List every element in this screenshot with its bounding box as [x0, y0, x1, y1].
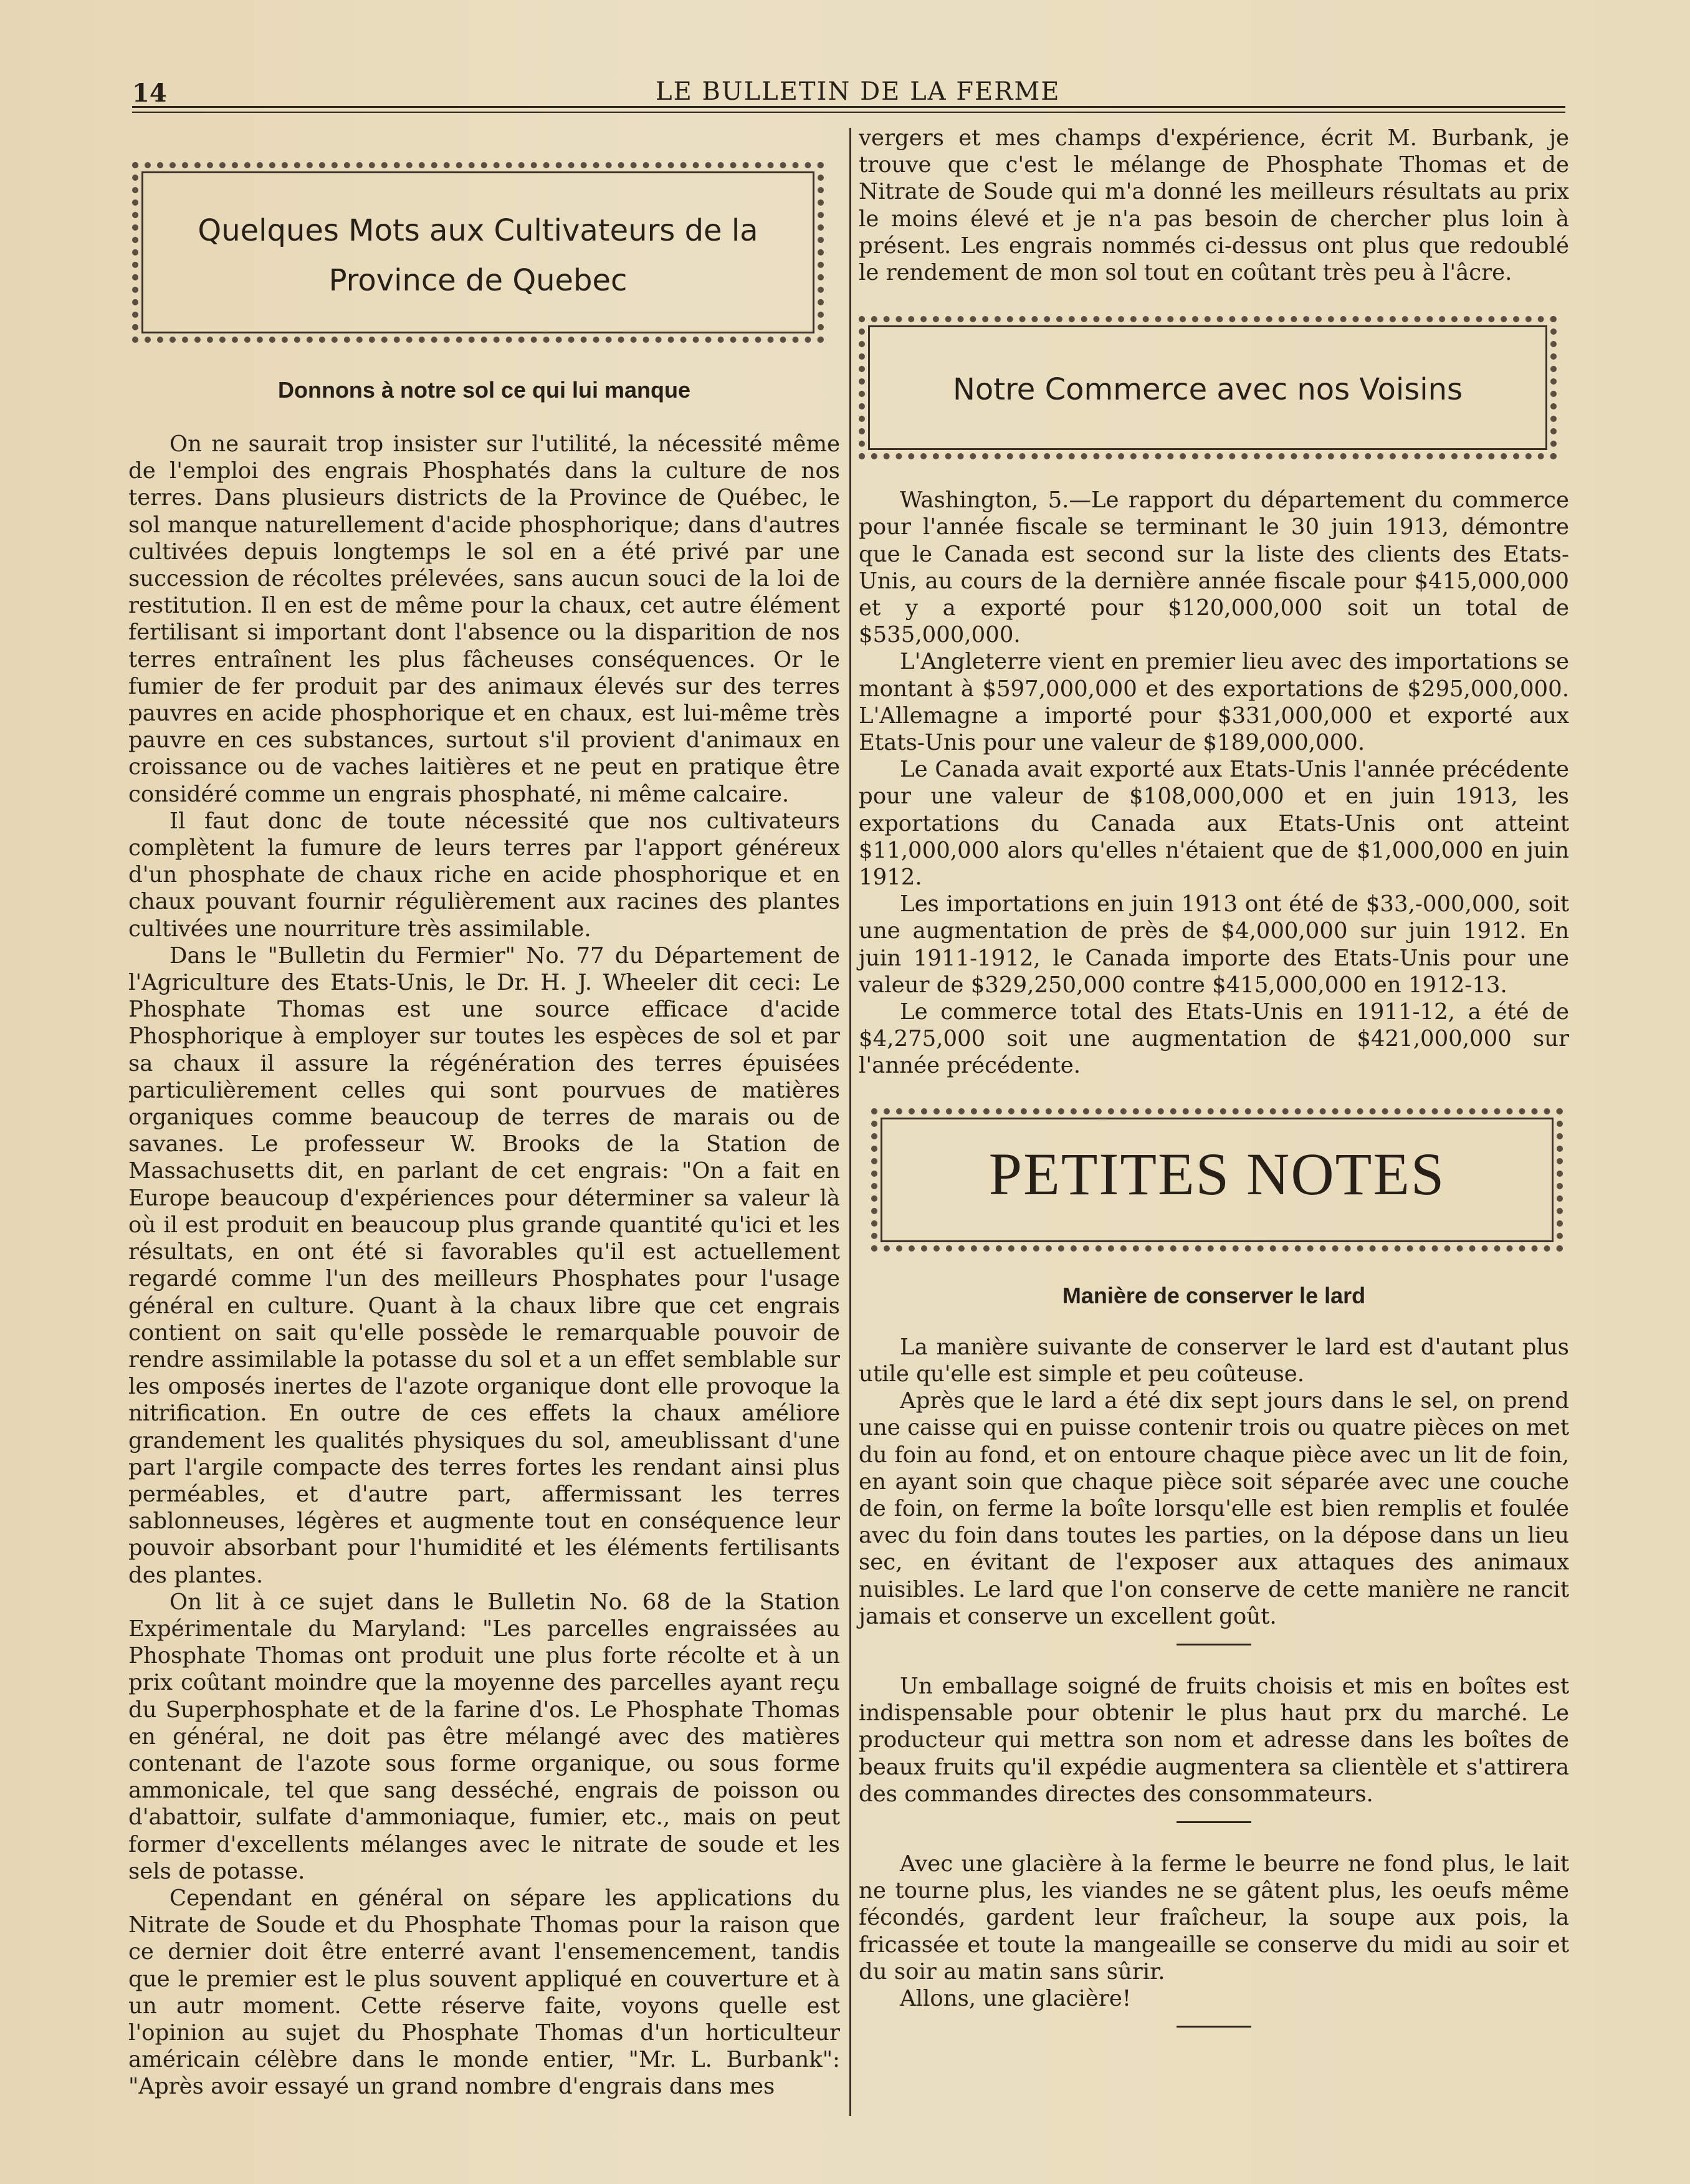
article-paragraph: Cependant en général on sépare les applications du Nitrate de Soude et du Phosphate Thomas pour la raison que ce dernier doit être enterré avant l'ensemencement, tandis que le premier est le plus souvent appliqué en couverture et à un autr moment. Cette réserve faite, voyons quelle est l'opinion au sujet du Phosphate Thomas d'un horticulteur américain célèbre dans le monde entier, "Mr. L. Burbank": "Après avoir essayé un grand nombre d'engrais dans mes [128, 1885, 840, 2100]
article-subheading: Donnons à notre sol ce qui lui manque [277, 377, 691, 403]
article-paragraph: Il faut donc de toute nécessité que nos cultivateurs complètent la fumure de leurs terres par l'apport généreux d'un phosphate de chaux riche en acide phosphorique et en chaux pouvant fournir régulièrement aux racines des plantes cultivées une nourriture très assimilable. [128, 808, 840, 942]
page-number: 14 [132, 79, 167, 108]
section-title-line-2: Province de Quebec [328, 263, 628, 298]
commerce-paragraph: Washington, 5.—Le rapport du département du commerce pour l'année fiscale se terminant le 30 juin 1913, démontre que le Canada est second sur la liste des clients des Etats-Unis, au cours de la dernière année fiscale pour $415,000,000 et y a exporté pour $120,000,000 soit un total de $535,000,000. [859, 487, 1569, 648]
petites-notes-title: PETITES NOTES [988, 1140, 1446, 1207]
header-rule [132, 106, 1565, 113]
article-paragraph: Dans le "Bulletin du Fermier" No. 77 du Département de l'Agriculture des Etats-Unis, le Dr. H. J. Wheeler dit ceci: Le Phosphate Thomas est une source efficace d'acide Phosphorique à employer sur toutes les espèces de sol et par sa chaux il assure la régénération des terres épuisées particulièrement celles qui sont pourvues de matières organiques comme beaucoup de terres de marais ou de savanes. Le professeur W. Brooks de la Station de Massachusetts dit, en parlant de cet engrais: "On a fait en Europe beaucoup d'expériences pour déterminer sa valeur là où il est produit en beaucoup plus grande quantité qu'ici et les résultats, en ont été si favorables qu'il est actuellement regardé comme l'un des meilleurs Phosphates pour l'usage général en culture. Quant à la chaux libre que cet engrais contient on sait qu'elle possède le remarquable pouvoir de rendre assimilable la potasse du sol et a un effet semblable sur les omposés inertes de l'azote organique dont elle provoque la nitrification. En outre de ces effets la chaux améliore grandement les qualités physiques du sol, ameublissant d'une part l'argile compacte des terres fortes les rendant ainsi plus perméables, et d'autre part, affermissant les terres sablonneuses, légères et augmente tout en conséquence leur pouvoir absorbant pour l'humidité et les éléments fertilisants des plantes. [128, 942, 840, 1588]
commerce-paragraph: Les importations en juin 1913 ont été de $33,-000,000, soit une augmentation de près de $4,000,000 sur juin 1912. En juin 1911-1912, le Canada importe des Etats-Unis pour une valeur de $329,250,000 contre $415,000,000 en 1912-13. [859, 891, 1569, 998]
article-continuation: vergers et mes champs d'expérience, écrit M. Burbank, je trouve que c'est le mélange de Phosphate Thomas et de Nitrate de Soude qui m'a donné les meilleurs résultats au prix le moins élevé et je n'a pas besoin de chercher plus loin à présent. Les engrais nommés ci-dessus ont plus que redoublé le rendement de mon sol tout en coûtant très peu à l'âcre. [859, 125, 1569, 286]
commerce-paragraph: L'Angleterre vient en premier lieu avec des importations se montant à $597,000,000 et des exportations de $295,000,000. L'Allemagne a importé pour $331,000,000 et exporté aux Etats-Unis pour une valeur de $189,000,000. [859, 649, 1569, 756]
article-paragraph: On lit à ce sujet dans le Bulletin No. 68 de la Station Expérimentale du Maryland: "Les parcelles engraissées au Phosphate Thomas ont produit une plus forte récolte et à un prix coûtant moindre que la moyenne des parcelles ayant reçu du Superphosphate et de la farine d'os. Le Phosphate Thomas en général, ne doit pas être mélangé avec des matières contenant de l'azote sous forme organique, ou sous forme ammonicale, tel que sang desséché, engrais de poisson ou d'abattoir, sulfate d'ammoniaque, fumier, etc., mais on peut former d'excellents mélanges avec le nitrate de soude et les sels de potasse. [128, 1589, 840, 1884]
lard-paragraph: Après que le lard a été dix sept jours dans le sel, on prend une caisse qui en puisse contenir trois ou quatre pièces on met du foin au fond, et on entoure chaque pièce avec un lit de foin, en ayant soin que chaque pièce soit séparée avec une couche de foin, on ferme la boîte lorsqu'elle est bien remplis et foulée avec du foin dans toutes les parties, on la dépose dans un lieu sec, en évitant de l'exposer aux attaques des animaux nuisibles. Le lard que l'on conserve de cette manière ne rancit jamais et conserve un excellent goût. [859, 1388, 1569, 1629]
petites-notes-box [871, 1108, 1563, 1252]
commerce-paragraph: Le commerce total des Etats-Unis en 1911-12, a été de $4,275,000 soit une augmentation de $421,000,000 sur l'année précédente. [859, 999, 1569, 1079]
lard-paragraph: La manière suivante de conserver le lard est d'autant plus utile qu'elle est simple et peu coûteuse. [859, 1334, 1569, 1387]
left-column [128, 125, 840, 2100]
right-column [859, 125, 1569, 2028]
fruits-paragraph: Un emballage soigné de fruits choisis et mis en boîtes est indispensable pour obtenir le plus haut prx du marché. Le producteur qui mettra son nom et adresse dans les boîtes de beaux fruits qu'il expédie augmentera sa clientèle et s'attirera des commandes directes des consommateurs. [859, 1673, 1569, 1807]
column-divider [849, 128, 851, 2116]
section-title-box [132, 162, 824, 343]
separator-rule [1177, 2026, 1251, 2028]
commerce-title-box [859, 316, 1557, 459]
commerce-paragraph: Le Canada avait exporté aux Etats-Unis l'année précédente pour une valeur de $108,000,000 et en juin 1913, les exportations du Canada aux Etats-Unis ont atteint $11,000,000 alors qu'elles n'étaient que de $1,000,000 en juin 1912. [859, 757, 1569, 891]
glaciere-paragraph: Avec une glacière à la ferme le beurre ne fond plus, le lait ne tourne plus, les viandes ne se gâtent plus, les oeufs même fécondés, gardent leur fraîcheur, la soupe aux pois, la fricassée et toute la mangeaille se conserve du midi au soir et du soir au matin sans sûrir. [859, 1851, 1569, 1985]
lard-subheading: Manière de conserver le lard [1062, 1282, 1366, 1308]
commerce-title: Notre Commerce avec nos Voisins [953, 372, 1463, 408]
closing-line: Allons, une glacière! [900, 1985, 1132, 2011]
article-paragraph: On ne saurait trop insister sur l'utilité, la nécessité même de l'emploi des engrais Phosphatés dans la culture de nos terres. Dans plusieurs districts de la Province de Québec, le sol manque naturellement d'acide phosphorique; dans d'autres cultivées depuis longtemps le sol en a été privé par une succession de récoltes prélevées, sans aucun souci de la loi de restitution. Il en est de même pour la chaux, cet autre élément fertilisant si important dont l'absence ou la disparition de nos terres entraînent les plus fâcheuses conséquences. Or le fumier de fer produit par des animaux élevés sur des terres pauvres en acide phosphorique et en chaux, est lui-même très pauvre en ces substances, surtout s'il provient d'animaux en croissance ou de vaches laitières et ne peut en pratique être considéré comme un engrais phosphaté, ni même calcaire. [128, 431, 840, 807]
running-title: LE BULLETIN DE LA FERME [656, 77, 1061, 106]
section-title-line-1: Quelques Mots aux Cultivateurs de la [198, 213, 758, 248]
